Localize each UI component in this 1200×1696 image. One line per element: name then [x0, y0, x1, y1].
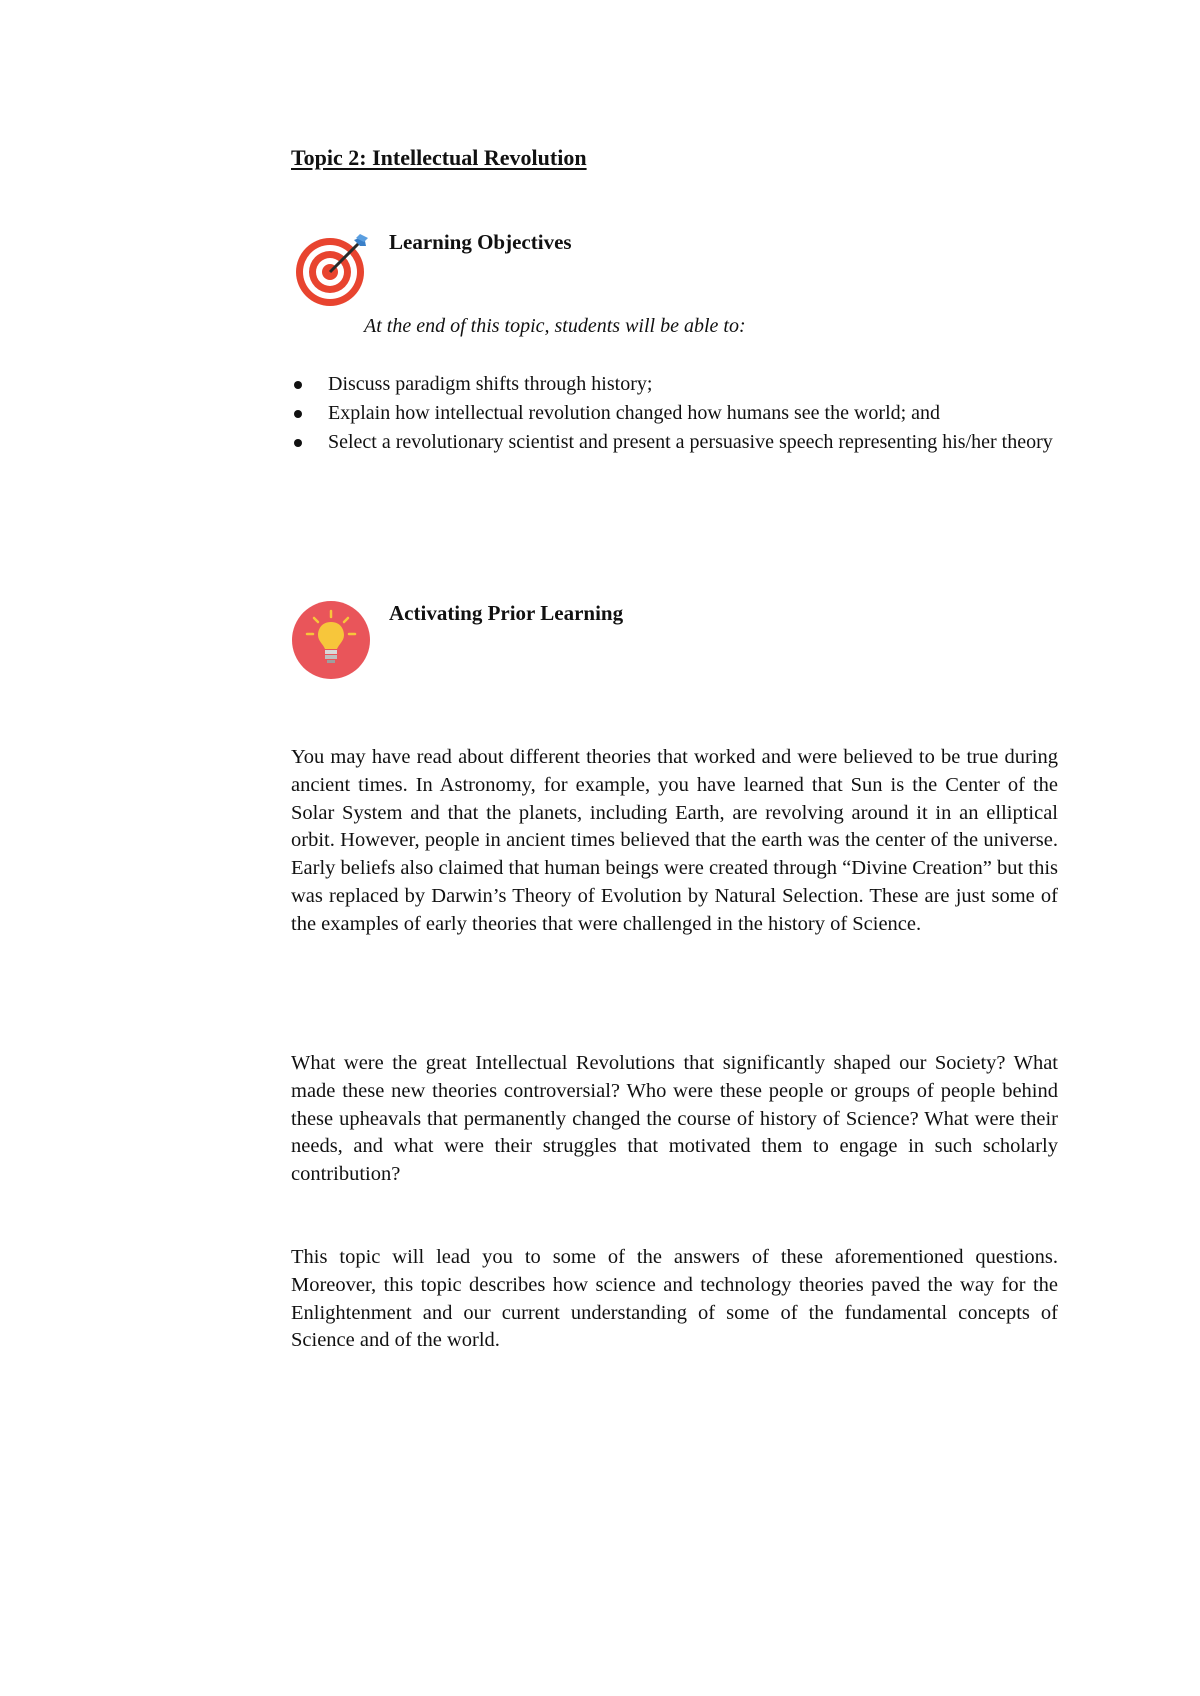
- learning-objectives-heading: Learning Objectives: [389, 230, 572, 254]
- prior-learning-heading: Activating Prior Learning: [389, 601, 624, 625]
- objective-text: Explain how intellectual revolution changed how humans see the world; and: [328, 402, 941, 424]
- bullet-icon: [294, 410, 302, 418]
- objectives-intro: At the end of this topic, students will be able to:: [364, 315, 746, 337]
- objective-item: [291, 370, 1058, 398]
- body-paragraph: This topic will lead you to some of the answers of these aforementioned questions. Moreover, this topic describes how science and technology theories paved the way for the Enlightenment and our current understanding of some of the fundamental concepts of Science and of the world.: [291, 1246, 1058, 1352]
- objectives-list: [291, 370, 1058, 457]
- objective-text: Discuss paradigm shifts through history;: [328, 373, 653, 395]
- objective-text: Select a revolutionary scientist and present a persuasive speech representing his/her theory: [328, 431, 1053, 453]
- bullet-icon: [294, 381, 302, 389]
- lightbulb-icon: [291, 600, 371, 680]
- objective-item: [291, 399, 1058, 427]
- target-icon: [294, 232, 372, 310]
- body-paragraph: You may have read about different theories that worked and were believed to be true during ancient times. In Astronomy, for example, you have learned that Sun is the Center of the Solar System and that the planets, including Earth, are revolving around it in an elliptical orbit. However, people in ancient times believed that the earth was the center of the universe. Early beliefs also claimed that human beings were created through “Divine Creation” but this was replaced by Darwin’s Theory of Evolution by Natural Selection. These are just some of the examples of early theories that were challenged in the history of Science.: [291, 746, 1058, 935]
- topic-title: Topic 2: Intellectual Revolution: [291, 145, 587, 170]
- objective-item: [291, 428, 1058, 456]
- bullet-icon: [294, 439, 302, 447]
- body-paragraph: What were the great Intellectual Revolutions that significantly shaped our Society? What made these new theories controversial? Who were these people or groups of people behind these upheavals that permanently changed the course of history of Science? What were their needs, and what were their struggles that motivated them to engage in such scholarly contribution?: [291, 1052, 1058, 1186]
